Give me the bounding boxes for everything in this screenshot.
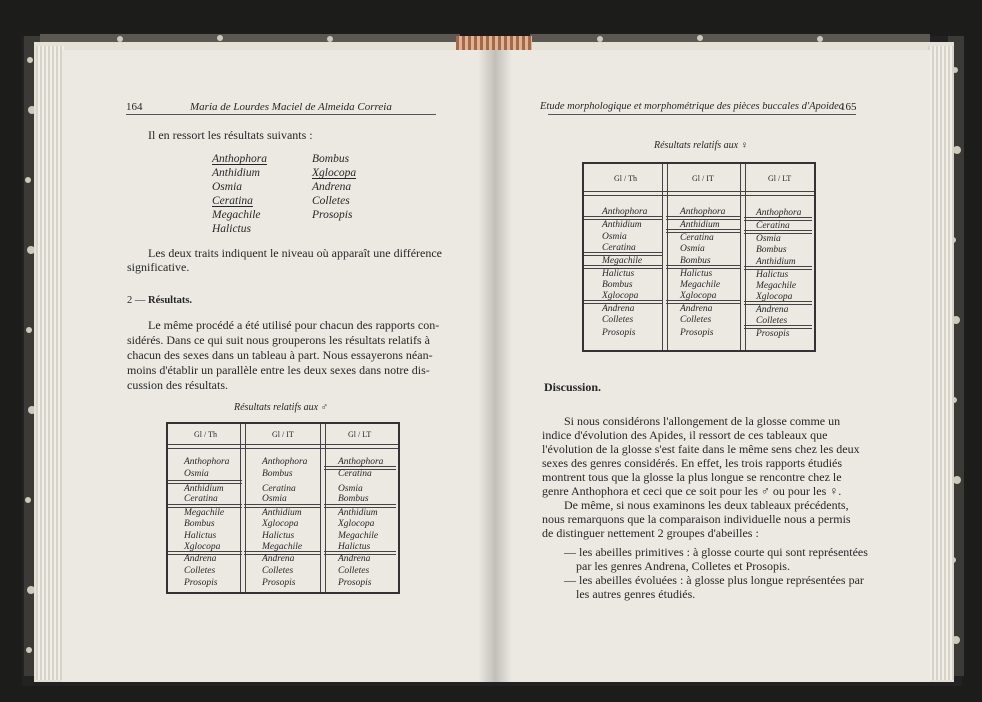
genus-item: Megachile xyxy=(212,209,261,221)
headband xyxy=(456,36,532,50)
discussion-line: l'évolution de la glosse s'est faite dans le même sens chez les deux xyxy=(542,442,860,456)
discussion-line: sexes des genres considérés. En effet, les trois rapports étudiés xyxy=(542,456,843,470)
table-cell: Anthophora xyxy=(184,457,230,467)
table-cell: Bombus xyxy=(602,280,633,290)
table-cell: Andrena xyxy=(756,305,789,315)
paragraph-line: moins d'établir un parallèle entre les deux sexes dans notre dis- xyxy=(127,363,430,377)
genus-list-col2 xyxy=(312,152,356,222)
genus-list-col1 xyxy=(212,152,267,236)
male-table-caption: Résultats relatifs aux ♂ xyxy=(234,402,329,413)
table-cell: Colletes xyxy=(184,566,216,576)
genus-item: Anthidium xyxy=(212,167,260,179)
table-cell: Prosopis xyxy=(262,578,296,588)
table-cell: Bombus xyxy=(338,494,369,504)
table-cell: Anthophora xyxy=(262,457,308,467)
table-cell: Ceratina xyxy=(262,484,296,494)
section-number: 2 — xyxy=(127,295,146,306)
table-cell: Andrena xyxy=(338,554,371,564)
table-cell: Anthophora xyxy=(602,207,648,217)
table-cell: Ceratina xyxy=(756,221,790,231)
table-cell: Prosopis xyxy=(602,328,636,338)
table-header-rule xyxy=(168,444,398,449)
table-header-rule xyxy=(584,191,814,196)
table-cell: Bombus xyxy=(680,256,711,266)
page-edges-right xyxy=(928,46,954,680)
genus-item: Halictus xyxy=(212,223,251,235)
table-cell: Anthophora xyxy=(680,207,726,217)
table-cell: Prosopis xyxy=(756,329,790,339)
table-cell: Ceratina xyxy=(338,469,372,479)
genus-item: Andrena xyxy=(312,181,352,193)
table-cell: Halictus xyxy=(262,531,295,541)
paragraph-line: chacun des sexes dans un tableau à part. Nous essayerons néan- xyxy=(127,348,433,362)
left-intro-text: Il en ressort les résultats suivants : xyxy=(148,128,313,142)
table-cell: Colletes xyxy=(262,566,294,576)
table-cell: Megachile xyxy=(262,542,303,552)
table-header: Gl / Th xyxy=(614,174,637,183)
table-cell: Xglocopa xyxy=(262,519,299,529)
table-cell: Colletes xyxy=(602,315,634,325)
note-line: significative. xyxy=(127,260,190,274)
table-cell: Anthidium xyxy=(680,220,720,230)
left-running-head: Maria de Lourdes Maciel de Almeida Correia xyxy=(190,101,392,113)
table-cell: Anthidium xyxy=(262,508,302,518)
table-cell: Osmia xyxy=(602,232,627,242)
table-cell: Halictus xyxy=(338,542,371,552)
table-cell: Osmia xyxy=(262,494,287,504)
table-divider xyxy=(240,424,246,592)
table-header: Gl / Th xyxy=(194,430,217,439)
table-cell: Megachile xyxy=(680,280,721,290)
table-cell: Andrena xyxy=(680,304,713,314)
table-cell: Bombus xyxy=(184,519,215,529)
section-title: Résultats. xyxy=(148,295,193,306)
table-cell: Ceratina xyxy=(680,233,714,243)
table-header: Gl / LT xyxy=(348,430,372,439)
discussion-line: montrent tous que la glosse la plus longue se rencontre chez le xyxy=(542,470,842,484)
discussion-line: indice d'évolution des Apides, il ressort de ces tableaux que xyxy=(542,428,828,442)
table-cell: Anthophora xyxy=(756,208,802,218)
discussion-line: De même, si nous examinons les deux tableaux précédents, xyxy=(564,498,849,512)
left-page-number: 164 xyxy=(126,101,143,113)
paragraph-line: cussion des résultats. xyxy=(127,378,228,392)
table-cell: Megachile xyxy=(756,281,797,291)
female-table-caption: Résultats relatifs aux ♀ xyxy=(654,140,749,151)
table-cell: Andrena xyxy=(262,554,295,564)
discussion-line: de distinguer nettement 2 groupes d'abeilles : xyxy=(542,526,759,540)
table-cell: Colletes xyxy=(756,316,788,326)
table-cell: Anthidium xyxy=(756,257,796,267)
table-cell: Bombus xyxy=(262,469,293,479)
genus-item: Xglocopa xyxy=(312,167,357,179)
genus-item: Bombus xyxy=(312,153,350,165)
table-cell: Prosopis xyxy=(680,328,714,338)
table-cell: Megachile xyxy=(184,508,225,518)
genus-item: Colletes xyxy=(312,195,350,207)
table-cell: Halictus xyxy=(184,531,217,541)
right-page-number: 165 xyxy=(840,101,857,113)
discussion-heading: Discussion. xyxy=(544,380,602,394)
table-cell: Anthidium xyxy=(184,484,224,494)
right-running-head: Etude morphologique et morphométrique des pièces buccales d'Apoidea xyxy=(540,101,845,112)
table-header: Gl / IT xyxy=(692,174,714,183)
table-cell: Xglocopa xyxy=(338,519,375,529)
list-line: par les genres Andrena, Colletes et Prosopis. xyxy=(576,559,790,573)
table-cell: Halictus xyxy=(680,269,713,279)
table-cell: Prosopis xyxy=(184,578,218,588)
discussion-line: nous remarquons que la comparaison individuelle nous a permis xyxy=(542,512,851,526)
table-cell: Andrena xyxy=(184,554,217,564)
table-cell: Xglocopa xyxy=(756,292,793,302)
list-line: — les abeilles évoluées : à glosse plus longue représentées par xyxy=(564,573,864,587)
table-cell: Anthidium xyxy=(338,508,378,518)
table-cell: Xglocopa xyxy=(184,542,221,552)
table-cell: Andrena xyxy=(602,304,635,314)
discussion-line: Si nous considérons l'allongement de la glosse comme un xyxy=(564,414,841,428)
list-line: les autres genres étudiés. xyxy=(576,587,696,601)
table-cell: Osmia xyxy=(756,234,781,244)
list-line: — les abeilles primitives : à glosse courte qui sont représentées xyxy=(564,545,868,559)
table-cell: Halictus xyxy=(756,270,789,280)
table-cell: Anthophora xyxy=(338,457,384,467)
table-cell: Ceratina xyxy=(602,243,636,253)
table-cell: Megachile xyxy=(338,531,379,541)
table-header: Gl / LT xyxy=(768,174,792,183)
table-cell: Xglocopa xyxy=(602,291,639,301)
table-cell: Prosopis xyxy=(338,578,372,588)
table-cell: Xglocopa xyxy=(680,291,717,301)
table-cell: Colletes xyxy=(338,566,370,576)
left-header-rule xyxy=(126,114,436,115)
note-line: Les deux traits indiquent le niveau où apparaît une différence xyxy=(148,246,442,260)
table-cell: Megachile xyxy=(602,256,643,266)
table-cell: Halictus xyxy=(602,269,635,279)
genus-item: Anthophora xyxy=(212,153,267,165)
table-cell: Osmia xyxy=(184,469,209,479)
table-header: Gl / IT xyxy=(272,430,294,439)
genus-item: Prosopis xyxy=(312,209,353,221)
genus-item: Ceratina xyxy=(212,195,253,207)
table-cell: Osmia xyxy=(338,484,363,494)
paragraph-line: Le même procédé a été utilisé pour chacun des rapports con- xyxy=(148,318,440,332)
right-header-rule xyxy=(548,114,856,115)
table-cell: Anthidium xyxy=(602,220,642,230)
genus-item: Osmia xyxy=(212,181,243,193)
discussion-line: genre Anthophora et ceci que ce soit pour les ♂ ou pour les ♀. xyxy=(542,484,842,498)
page-edges-left xyxy=(36,46,64,680)
table-cell: Bombus xyxy=(756,245,787,255)
section-heading xyxy=(127,294,192,308)
table-cell: Ceratina xyxy=(184,494,218,504)
table-cell: Colletes xyxy=(680,315,712,325)
paragraph-line: sidérés. Dans ce qui suit nous grouperons les résultats relatifs à xyxy=(127,333,430,347)
book-gutter xyxy=(478,50,512,682)
table-divider xyxy=(320,424,326,592)
table-cell: Osmia xyxy=(680,244,705,254)
